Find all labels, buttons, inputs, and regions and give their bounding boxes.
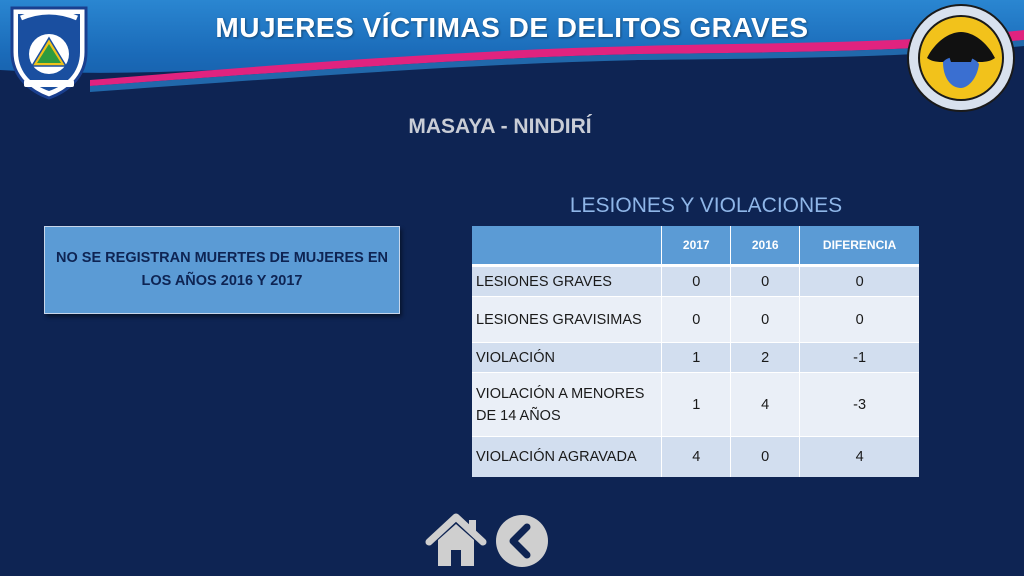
cell-2017: 4 [662,437,731,477]
cell-2016: 4 [731,373,800,437]
policia-nacional-logo [6,2,92,100]
table-row [472,373,919,437]
cell-diff: 0 [800,266,919,297]
row-label: VIOLACIÓN AGRAVADA [472,437,662,477]
cell-2016: 0 [731,437,800,477]
subtitle: MASAYA - NINDIRÍ [408,115,592,138]
cell-2017: 0 [662,266,731,297]
cell-diff: -3 [800,373,919,437]
row-label: LESIONES GRAVES [472,266,662,297]
sandino-emblem [905,2,1017,114]
injuries-table [472,226,919,477]
header-label [472,226,662,266]
cell-2016: 0 [731,297,800,343]
page-title: MUJERES VÍCTIMAS DE DELITOS GRAVES [215,12,809,43]
chevron-left-icon[interactable] [495,514,549,568]
cell-2017: 0 [662,297,731,343]
cell-diff: 0 [800,297,919,343]
table-header-row [472,226,919,266]
header-diferencia: DIFERENCIA [800,226,919,266]
table-row [472,437,919,477]
table-row [472,343,919,373]
cell-diff: 4 [800,437,919,477]
cell-2017: 1 [662,373,731,437]
header-2017: 2017 [662,226,731,266]
row-label: VIOLACIÓN [472,343,662,373]
no-deaths-notice: NO SE REGISTRAN MUERTES DE MUJERES EN LOS AÑOS 2016 Y 2017 [44,226,400,314]
row-label: LESIONES GRAVISIMAS [472,297,662,343]
header-bar [0,0,1024,92]
cell-2017: 1 [662,343,731,373]
header-2016: 2016 [731,226,800,266]
cell-2016: 0 [731,266,800,297]
table-row [472,297,919,343]
cell-diff: -1 [800,343,919,373]
home-icon[interactable] [425,512,487,568]
table-title: LESIONES Y VIOLACIONES [569,194,843,217]
cell-2016: 2 [731,343,800,373]
row-label: VIOLACIÓN A MENORES DE 14 AÑOS [472,373,662,437]
table-row [472,266,919,297]
